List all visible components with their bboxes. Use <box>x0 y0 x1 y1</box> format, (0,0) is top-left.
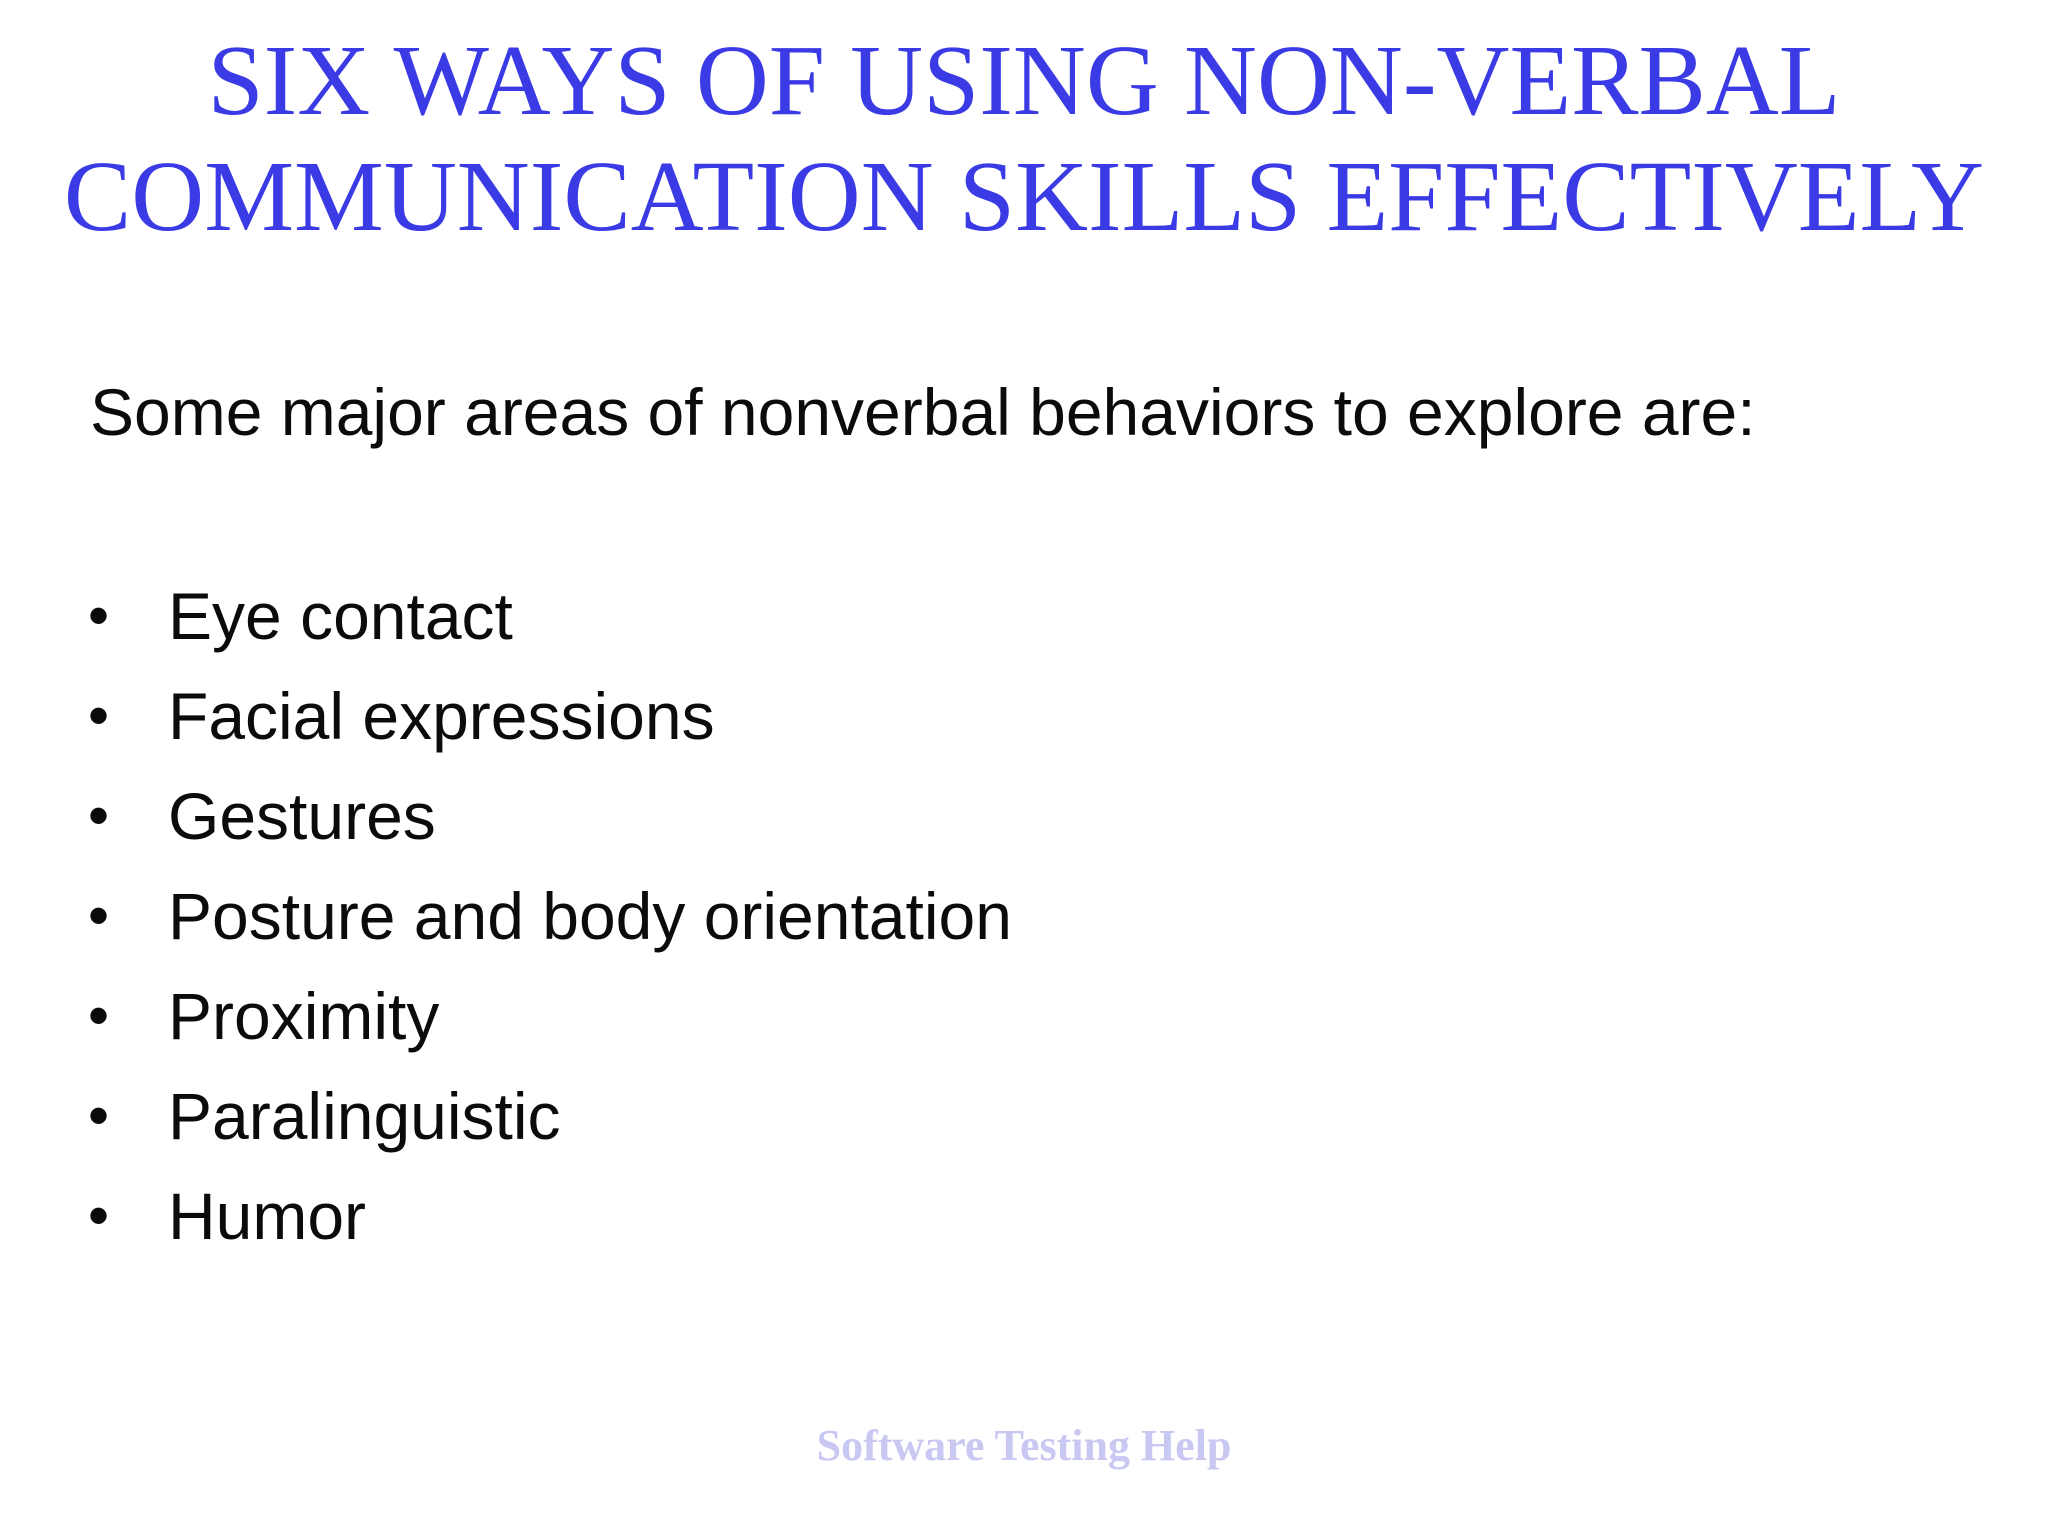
list-item-label: Eye contact <box>168 579 513 653</box>
slide-title <box>0 22 2048 254</box>
list-item-label: Posture and body orientation <box>168 879 1012 953</box>
bullet-icon: • <box>88 1082 110 1149</box>
intro-text: Some major areas of nonverbal behaviors to explore are: <box>90 375 1756 449</box>
bullet-icon: • <box>88 582 110 649</box>
bullet-icon: • <box>88 982 110 1049</box>
bullet-icon: • <box>88 782 110 849</box>
list-item-label: Proximity <box>168 979 440 1053</box>
bullet-icon: • <box>88 682 110 749</box>
bullet-icon: • <box>88 1182 110 1249</box>
slide-title-line-1: SIX WAYS OF USING NON-VERBAL <box>207 24 1841 136</box>
list-item-label: Paralinguistic <box>168 1079 561 1153</box>
bullet-icon: • <box>88 882 110 949</box>
watermark-text: Software Testing Help <box>816 1421 1232 1470</box>
list-item-label: Humor <box>168 1179 367 1253</box>
list-item-label: Facial expressions <box>168 679 715 753</box>
list-item-label: Gestures <box>168 779 436 853</box>
slide-title-line-2: COMMUNICATION SKILLS EFFECTIVELY <box>63 140 1985 252</box>
